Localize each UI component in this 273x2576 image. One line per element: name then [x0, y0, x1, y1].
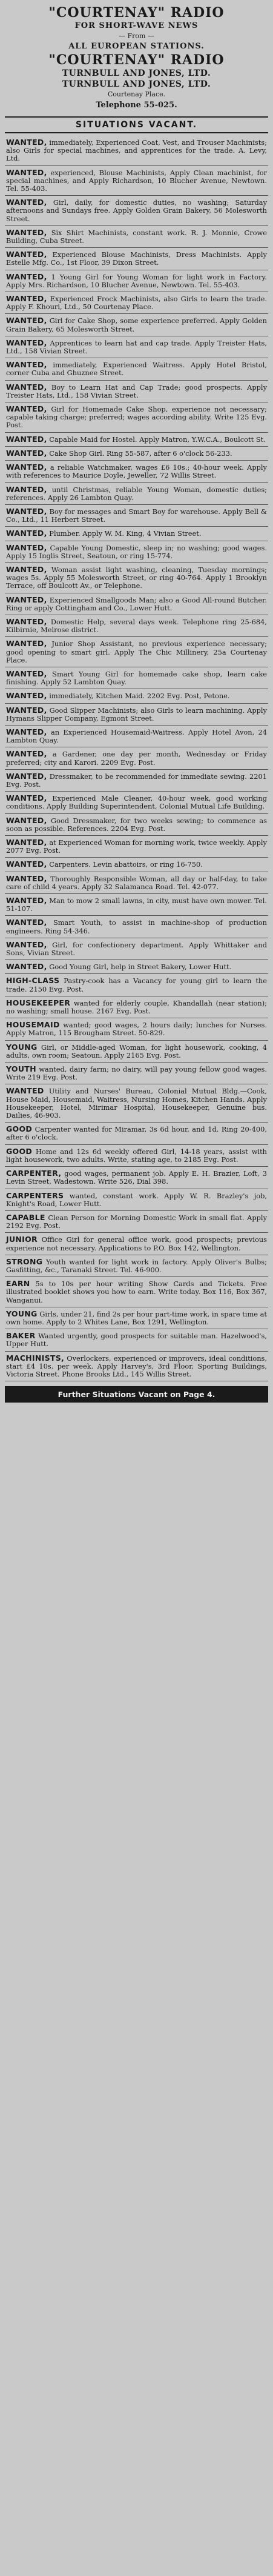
ad-lead-word: WANTED, — [6, 338, 47, 347]
ad-body-text: Capable Young Domestic, sleep in; no washing; good wages. Apply 15 Inglis Street, Seatoun, or ring 15-774. — [6, 543, 267, 560]
ad-body-text: Boy to Learn Hat and Cap Trade; good prospects. Apply Treister Hats, Ltd., 158 Vivian Street. — [6, 382, 267, 399]
ad-body-text: Good Young Girl, help in Street Bakery, Lower Hutt. — [49, 963, 232, 972]
ad-body-text: Home and 12s 6d weekly offered Girl, 14-18 years, assist with light housework, two adults. Write, stating age, to 2185 Evg. Post. — [6, 1147, 267, 1164]
classified-ad — [5, 270, 268, 292]
classified-ad — [5, 615, 268, 637]
ad-body-text: Good Dressmaker, for two weeks sewing; to commence as soon as possible. References. 2204 Evg. Post. — [6, 816, 267, 833]
classified-ad — [5, 1084, 268, 1123]
ad-body-text: Girl for Homemade Cake Shop, experience not necessary; capable taking charge; preferred; wages according ability. Write 125 Evg. Post. — [6, 405, 267, 430]
ad-lead-word: WANTED, — [6, 691, 47, 701]
ad-firm-2: TURNBULL AND JONES, LTD. — [62, 79, 211, 89]
ad-lead-word: WANTED, — [6, 859, 47, 869]
ad-body-text: Smart Youth, to assist in machine-shop of production engineers. Ring 54-346. — [6, 918, 268, 935]
ad-lead-word: MACHINISTS, — [6, 1353, 65, 1363]
classified-ad — [5, 1189, 268, 1211]
ad-lead-word: WANTED, — [6, 705, 47, 715]
ad-body-text: wanted; good wages, 2 hours daily; lunches for Nurses. Apply Matron, 115 Brougham Street. 50-829. — [6, 1021, 267, 1038]
ad-body-text: Girl for Cake Shop, some experience preferred. Apply Golden Grain Bakery, 65 Molesworth Street. — [6, 316, 267, 333]
ad-lead-word: HOUSEKEEPER — [6, 998, 71, 1007]
ad-body-text: immediately, Experienced Coat, Vest, and Trouser Machinists; also Girls for special machines, and apprentices for the trade. A. Levy, Ltd. — [6, 138, 267, 163]
classified-ad — [5, 226, 268, 248]
classified-ad — [5, 1041, 268, 1063]
ad-body-text: Good Slipper Machinists; also Girls to learn machining. Apply Hymans Slipper Company, Egmont Street. — [6, 706, 267, 722]
ad-lead-word: WANTED, — [6, 404, 47, 414]
ad-lead-word: JUNIOR — [6, 1235, 38, 1244]
ad-lead-word: CAPABLE — [6, 1212, 45, 1222]
ad-lead-word: WANTED, — [6, 272, 47, 281]
ad-lead-word: GOOD — [6, 1146, 33, 1156]
classified-ad — [5, 1167, 268, 1189]
ad-title-2: "COURTENAY" RADIO — [48, 52, 225, 68]
ad-lead-word: WANTED, — [6, 448, 47, 458]
ad-body-text: wanted, dairy farm; no dairy, will pay young fellow good wages. Write 219 Evg. Post. — [6, 1065, 267, 1082]
ad-body-text: at Experienced Woman for morning work, twice weekly. Apply 2077 Evg. Post. — [6, 838, 267, 855]
ad-lead-word: WANTED, — [6, 542, 47, 552]
ad-body-text: immediately, Experienced Waitress. Apply Hotel Bristol, corner Cuba and Ghuznee Street. — [6, 361, 267, 378]
ad-lead-word: WANTED, — [6, 382, 47, 392]
classified-ad — [5, 541, 268, 563]
classified-ad — [5, 1329, 268, 1351]
classified-ad — [5, 505, 268, 527]
classified-ad — [5, 689, 268, 703]
ad-lead-word: EARN — [6, 1279, 30, 1289]
ad-lead-word: WANTED, — [6, 727, 47, 736]
ad-body-text: a Gardener, one day per month, Wednesday or Friday preferred; city and Karori. 2209 Evg. Post. — [6, 750, 267, 767]
ad-lead-word: WANTED, — [6, 838, 47, 847]
classified-ad — [5, 336, 268, 358]
ad-body-text: Experienced Blouse Machinists, Dress Machinists. Apply Estelle Mfg. Co., 1st Floor, 39 Dixon Street. — [6, 250, 267, 267]
ad-body-text: Utility and Nurses' Bureau, Colonial Mutual Bldg.—Cook, House Maid, Housemaid, Waitress, Nursing Homes, Kitchen Hands. Apply Housekeeper, Hotel, Mirimar Hospital, Housekeeper, Genuine bus. Dailies, 46-903. — [6, 1087, 267, 1120]
classified-ad — [5, 637, 268, 667]
ad-body-text: Pastry-cook has a Vacancy for young girl to learn the trade. 2150 Evg. Post. — [6, 976, 268, 993]
classified-ad — [5, 916, 268, 938]
classified-ad — [5, 461, 268, 482]
classified-ad — [5, 872, 268, 894]
ad-lead-word: WANTED, — [6, 198, 47, 207]
ad-lead-word: WANTED, — [6, 815, 47, 825]
ad-lead-word: WANTED, — [6, 896, 47, 906]
classified-ad — [5, 1352, 268, 1382]
ad-line-2: — From — — [119, 32, 154, 40]
ad-lead-word: WANTED, — [6, 595, 47, 604]
ad-lead-word: WANTED, — [6, 669, 47, 678]
ad-lead-word: WANTED, — [6, 793, 47, 803]
classified-ad — [5, 483, 268, 505]
ad-body-text: immediately, Kitchen Maid. 2202 Evg. Post, Petone. — [49, 692, 230, 701]
ad-body-text: Six Shirt Machinists, constant work. R. J. Monnie, Crowe Building, Cuba Street. — [6, 228, 267, 245]
classified-ad — [5, 381, 268, 402]
ad-body-text: Wanted urgently, good prospects for suitable man. Hazelwood's, Upper Hutt. — [6, 1332, 267, 1349]
classified-ad — [5, 1123, 268, 1144]
ad-body-text: a reliable Watchmaker, wages £6 10s.; 40-hour week. Apply with references to Maurice Doyle, Jeweller, 72 Willis Street. — [6, 463, 267, 480]
ad-lead-word: WANTED, — [6, 749, 47, 759]
ad-lead-word: WANTED, — [6, 873, 47, 883]
ad-lead-word: WANTED — [6, 1086, 44, 1096]
ad-body-text: Cake Shop Girl. Ring 55-587, after 6 o'clock 56-233. — [49, 449, 232, 458]
ad-lead-word: WANTED, — [6, 529, 47, 538]
ad-address: Courtenay Place. — [107, 90, 166, 98]
classified-ad — [5, 836, 268, 858]
ad-lead-word: WANTED, — [6, 316, 47, 325]
classified-ad — [5, 1255, 268, 1277]
classified-ad — [5, 1211, 268, 1233]
ad-body-text: Boy for messages and Smart Boy for warehouse. Apply Bell & Co., Ltd., 11 Herbert Street. — [6, 507, 268, 524]
classified-ad — [5, 314, 268, 336]
classified-ad — [5, 593, 268, 615]
classified-ad — [5, 136, 268, 166]
ad-body-text: Junior Shop Assistant, no previous experience necessary; good opening to smart girl. Apply The Chic Millinery, 25a Courtenay Place. — [6, 639, 267, 664]
ad-body-text: Plumber. Apply W. M. King, 4 Vivian Street. — [49, 529, 202, 538]
ad-body-text: wanted for elderly couple, Khandallah (near station); no washing; small house. 2167 Evg. Post. — [6, 998, 267, 1016]
ad-body-text: Clean Person for Morning Domestic Work in small flat. Apply 2192 Evg. Post. — [6, 1213, 267, 1230]
classified-ad — [5, 704, 268, 726]
ad-lead-word: WANTED, — [6, 138, 47, 147]
ad-lead-word: YOUTH — [6, 1064, 36, 1074]
ad-lead-word: BAKER — [6, 1331, 36, 1341]
ad-body-text: Capable Maid for Hostel. Apply Matron, Y.W.C.A., Boulcott St. — [49, 435, 266, 444]
classified-ad — [5, 292, 268, 314]
ad-lead-word: WANTED, — [6, 639, 47, 649]
ad-body-text: Domestic Help, several days week. Telephone ring 25-684, Kilbirnie, Melrose district. — [6, 617, 267, 635]
ad-body-text: Girl, for confectionery department. Apply Whittaker and Sons, Vivian Street. — [6, 940, 267, 958]
ad-title-1: "COURTENAY" RADIO — [48, 5, 225, 21]
ad-lead-word: WANTED, — [6, 250, 47, 259]
ad-lead-word: WANTED, — [6, 227, 47, 237]
ad-body-text: Carpenter wanted for Miramar, 3s 6d hour, and 1d. Ring 20-400, after 6 o'clock. — [6, 1125, 267, 1142]
ad-line-3: ALL EUROPEAN STATIONS. — [68, 42, 205, 51]
continued-footer: Further Situations Vacant on Page 4. — [5, 1386, 268, 1403]
ad-lead-word: HIGH-CLASS — [6, 976, 60, 986]
ad-body-text: Office Girl for general office work, good prospects; previous experience not necessary. Applications to P.O. Box 142, Wellington. — [6, 1235, 268, 1252]
ad-firm-1: TURNBULL AND JONES, LTD. — [62, 68, 211, 78]
classified-ad — [5, 402, 268, 433]
courtenay-radio-ad — [5, 4, 268, 114]
ad-line-1: FOR SHORT-WAVE NEWS — [74, 21, 199, 30]
ad-lead-word: GOOD — [6, 1124, 33, 1134]
ad-lead-word: WANTED, — [6, 167, 47, 177]
ad-lead-word: WANTED, — [6, 918, 47, 927]
ad-body-text: Girl, daily, for domestic duties, no washing; Saturday afternoons and Sundays free. Apply Golden Grain Bakery, 56 Molesworth Street. — [6, 198, 267, 223]
ad-phone: Telephone 55-025. — [96, 101, 177, 110]
classified-ads-list — [5, 136, 268, 1381]
classified-ad — [5, 858, 268, 872]
ad-body-text: 5s to 10s per hour writing Show Cards and Tickets. Free illustrated booklet shows you how to earn. Write today. Box 116, Box 367, Wanganui. — [6, 1280, 267, 1304]
classified-ad — [5, 1277, 268, 1307]
classified-ad — [5, 166, 268, 196]
ad-lead-word: WANTED, — [6, 771, 47, 781]
ad-lead-word: WANTED, — [6, 616, 47, 626]
ad-lead-word: YOUNG — [6, 1042, 38, 1052]
classified-ad — [5, 1018, 268, 1040]
classified-ad — [5, 527, 268, 541]
ad-body-text: experienced, Blouse Machinists, Apply Clean machinist, for special machines, and Apply Richardson, 10 Blucher Avenue, Newtown. Tel. 55-403. — [6, 168, 267, 193]
ad-lead-word: WANTED, — [6, 962, 47, 972]
ad-lead-word: YOUNG — [6, 1309, 38, 1318]
ad-body-text: Overlockers, experienced or improvers, ideal conditions, start £4 10s. per week. Apply Harvey's, 3rd Floor, Sporting Buildings, Victoria Street. Phone Brooks Ltd., 145 Willis Street. — [6, 1353, 267, 1378]
classified-ad — [5, 770, 268, 792]
classified-ad — [5, 960, 268, 974]
classified-ad — [5, 248, 268, 270]
classified-ad — [5, 358, 268, 380]
ad-body-text: Experienced Male Cleaner, 40-hour week, good working conditions. Apply Building Superintendent, Colonial Mutual Life Building. — [6, 794, 267, 811]
ad-body-text: wanted, constant work. Apply W. R. Brazley's job, Knight's Road, Lower Hutt. — [6, 1191, 268, 1208]
classified-ad — [5, 996, 268, 1018]
classified-ad — [5, 814, 268, 836]
ad-lead-word: WANTED, — [6, 564, 47, 574]
ad-lead-word: WANTED, — [6, 939, 47, 949]
classified-ad — [5, 1233, 268, 1255]
classified-ad — [5, 563, 268, 593]
ad-lead-word: WANTED, — [6, 294, 47, 304]
classified-ad — [5, 747, 268, 769]
classified-ad — [5, 1145, 268, 1167]
ad-lead-word: CARPENTERS — [6, 1190, 64, 1200]
classified-ad — [5, 726, 268, 747]
classified-ad — [5, 792, 268, 813]
classified-ad — [5, 974, 268, 996]
ad-body-text: Thoroughly Responsible Woman, all day or half-day, to take care of child 4 years. Apply 32 Salamanca Road. Tel. 42-077. — [6, 874, 268, 891]
ad-body-text: Youth wanted for light work in factory. Apply Oliver's Bulbs; Gasfitting, &c., Taranaki Street. Tel. 46-900. — [6, 1257, 267, 1274]
ad-body-text: good wages, permanent job. Apply E. H. Brazier, Loft, 3 Levin Street, Wadestown. Write 526, Dial 398. — [6, 1169, 267, 1186]
classified-ad — [5, 667, 268, 689]
ad-body-text: an Experienced Housemaid-Waitress. Apply Hotel Avon, 24 Lambton Quay. — [6, 727, 267, 745]
ad-lead-word: WANTED, — [6, 434, 47, 444]
ad-lead-word: WANTED, — [6, 484, 47, 494]
ad-body-text: 1 Young Girl for Young Woman for light work in Factory. Apply Mrs. Richardson, 10 Blucher Avenue, Newtown. Tel. 55-403. — [6, 272, 268, 289]
ad-body-text: Carpenters. Levin abattoirs, or ring 16-750. — [49, 860, 203, 869]
classified-ad — [5, 894, 268, 916]
classified-ad — [5, 433, 268, 447]
classified-ad — [5, 1063, 268, 1084]
ad-body-text: until Christmas, reliable Young Woman, domestic duties; references. Apply 26 Lambton Quay. — [6, 485, 268, 502]
ad-lead-word: WANTED, — [6, 462, 47, 472]
ad-body-text: Girl, or Middle-aged Woman, for light housework, cooking, 4 adults, own room; Seatoun. Apply 2165 Evg. Post. — [6, 1043, 267, 1059]
ad-body-text: Apprentices to learn hat and cap trade. Apply Treister Hats, Ltd., 158 Vivian Street. — [6, 338, 267, 356]
ad-body-text: Man to mow 2 small lawns, in city, must have own mower. Tel. 51-107. — [6, 896, 268, 913]
ad-body-text: Dressmaker, to be recommended for immediate sewing. 2201 Evg. Post. — [6, 772, 267, 789]
ad-lead-word: WANTED, — [6, 506, 47, 516]
ad-lead-word: HOUSEMAID — [6, 1020, 60, 1030]
ad-body-text: Smart Young Girl for homemade cake shop, learn cake finishing. Apply 52 Lambton Quay. — [6, 669, 267, 687]
ad-body-text: Girls, under 21, find 2s per hour part-time work, in spare time at own home. Apply to 2 Whites Lane, Box 1291, Wellington. — [6, 1309, 268, 1326]
section-header: SITUATIONS VACANT. — [5, 116, 268, 133]
classified-ad — [5, 196, 268, 226]
classified-ad — [5, 1307, 268, 1329]
ad-lead-word: WANTED, — [6, 360, 47, 370]
classified-ad — [5, 447, 268, 461]
classified-ad — [5, 938, 268, 960]
ad-body-text: Experienced Smallgoods Man; also a Good All-round Butcher. Ring or apply Cottingham and Co., Lower Hutt. — [6, 595, 267, 612]
ad-lead-word: CARPENTER, — [6, 1169, 62, 1178]
ad-lead-word: STRONG — [6, 1256, 43, 1266]
ad-body-text: Woman assist light washing, cleaning, Tuesday mornings; wages 5s. Apply 55 Molesworth Street, or ring 40-764. Apply 1 Brooklyn Terrace, off Boulcott Av., or Telephone. — [6, 565, 268, 590]
ad-body-text: Experienced Frock Machinists, also Girls to learn the trade. Apply F. Khouri, Ltd., 50 Courtenay Place. — [6, 295, 267, 312]
